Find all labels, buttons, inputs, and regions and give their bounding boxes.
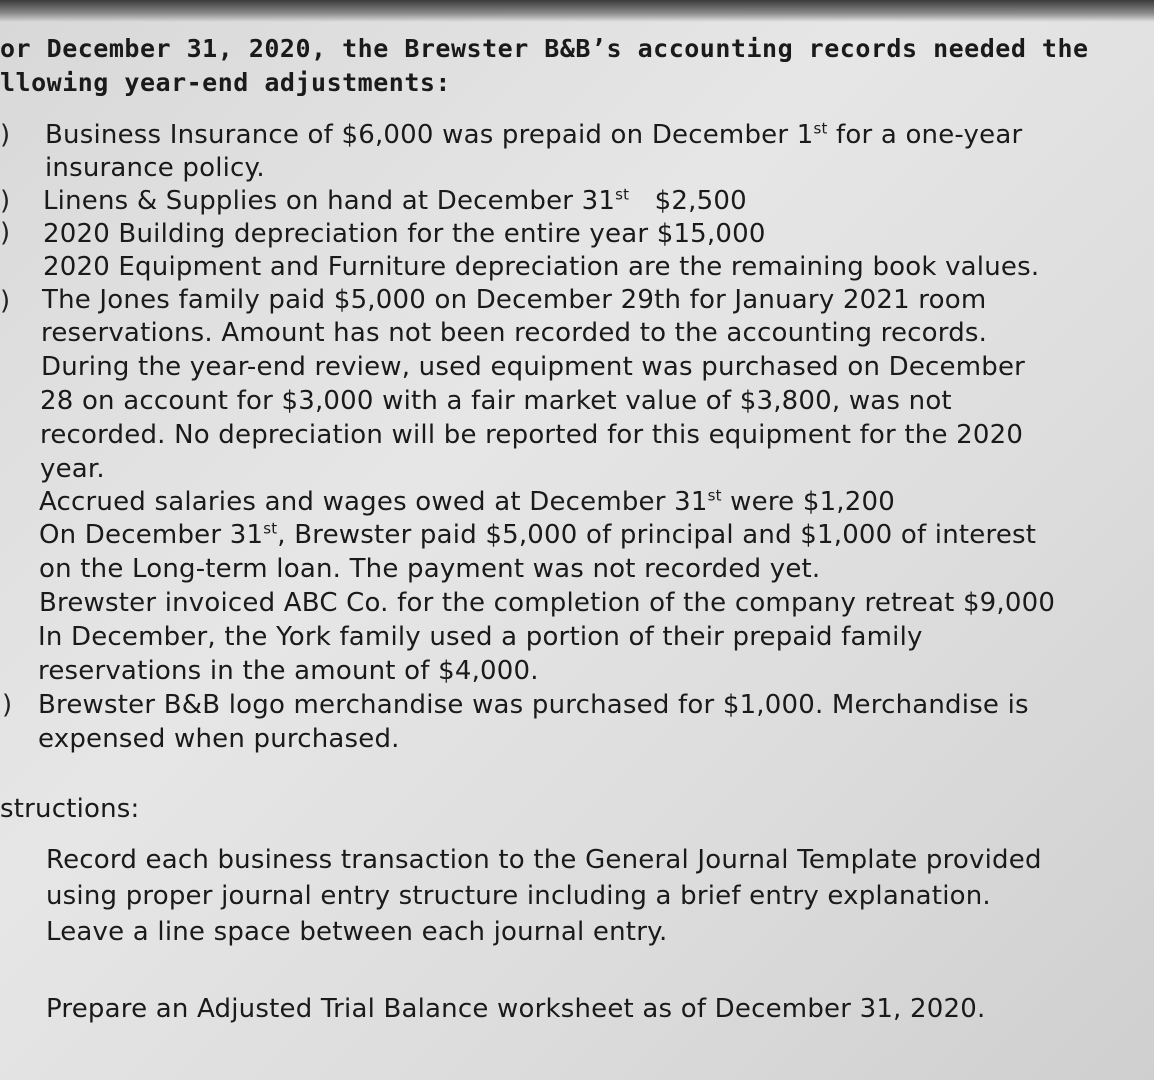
item-jones-line-1: The Jones family paid $5,000 on December 29th for January 2021 room (42, 285, 987, 315)
item-loan-line-1: On December 31st, Brewster paid $5,000 of principal and $1,000 of interest (39, 519, 1037, 550)
intro-line-1: or December 31, 2020, the Brewster B&B’s accounting records needed the (0, 34, 1089, 63)
instructions-p1-line-2: using proper journal entry structure including a brief entry explanation. (46, 881, 991, 911)
instructions-p1-line-3: Leave a line space between each journal entry. (46, 917, 668, 947)
intro-line-2: llowing year-end adjustments: (0, 68, 451, 97)
item-logo-marker: ) (2, 690, 13, 720)
item-review-line-2: 28 on account for $3,000 with a fair market value of $3,800, was not (40, 386, 952, 416)
item-logo-line-1: Brewster B&B logo merchandise was purchased for $1,000. Merchandise is (38, 690, 1029, 720)
item-salaries: Accrued salaries and wages owed at December 31st were $1,200 (39, 486, 895, 517)
item-linens: Linens & Supplies on hand at December 31st $2,500 (43, 185, 747, 216)
instructions-p2: Prepare an Adjusted Trial Balance worksheet as of December 31, 2020. (46, 994, 986, 1024)
item-york-line-1: In December, the York family used a portion of their prepaid family (38, 622, 923, 652)
item-loan-line-2: on the Long-term loan. The payment was not recorded yet. (39, 554, 821, 584)
item-building: 2020 Building depreciation for the entire year $15,000 (43, 219, 766, 249)
item-jones-line-2: reservations. Amount has not been recorded to the accounting records. (41, 318, 988, 348)
instructions-p1-line-1: Record each business transaction to the General Journal Template provided (46, 845, 1042, 875)
item-york-line-2: reservations in the amount of $4,000. (38, 656, 539, 686)
item-insurance-line-1: Business Insurance of $6,000 was prepaid on December 1st for a one-year (45, 119, 1023, 150)
instructions-heading: structions: (0, 794, 140, 824)
item-insurance-line-2: insurance policy. (45, 153, 265, 183)
bullet-marker: ) (0, 120, 11, 150)
item-abc: Brewster invoiced ABC Co. for the completion of the company retreat $9,000 (39, 588, 1056, 618)
item-equipment: 2020 Equipment and Furniture depreciation are the remaining book values. (43, 252, 1040, 282)
item-review-line-4: year. (40, 454, 105, 484)
bullet-marker: ) (0, 186, 11, 216)
bullet-marker: ) (0, 218, 11, 248)
item-review-line-1: During the year-end review, used equipment was purchased on December (41, 352, 1026, 382)
item-review-line-3: recorded. No depreciation will be reported for this equipment for the 2020 (40, 420, 1024, 450)
bullet-marker: ) (0, 286, 11, 316)
item-logo-line-2: expensed when purchased. (38, 724, 400, 754)
